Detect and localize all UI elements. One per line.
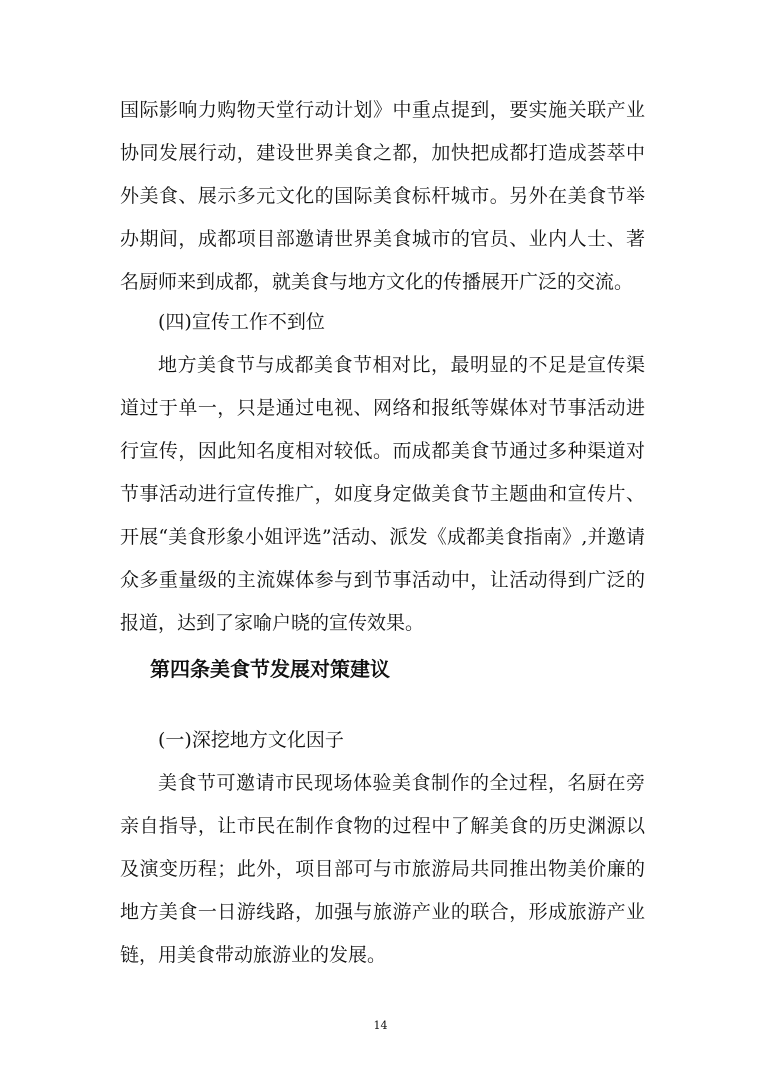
paragraph-line: 名厨师来到成都，就美食与地方文化的传播展开广泛的交流。 bbox=[120, 271, 634, 293]
paragraph-line: 地方美食一日游线路，加强与旅游产业的联合，形成旅游产业 bbox=[120, 901, 645, 923]
subheading-publicity-insufficient: (四)宣传工作不到位 bbox=[158, 311, 325, 333]
paragraph-line: 报道，达到了家喻户晓的宣传效果。 bbox=[120, 612, 425, 634]
paragraph-line: 链，用美食带动旅游业的发展。 bbox=[120, 944, 387, 966]
paragraph-line: 众多重量级的主流媒体参与到节事活动中，让活动得到广泛的 bbox=[120, 569, 645, 591]
paragraph-line: 国际影响力购物天堂行动计划》中重点提到，要实施关联产业 bbox=[120, 99, 645, 121]
paragraph-line: 办期间，成都项目部邀请世界美食城市的官员、业内人士、著 bbox=[120, 228, 645, 250]
subheading-local-culture: (一)深挖地方文化因子 bbox=[158, 729, 344, 751]
paragraph-line: 开展“美食形象小姐评选”活动、派发《成都美食指南》,并邀请 bbox=[120, 526, 645, 548]
paragraph-line: 亲自指导，让市民在制作食物的过程中了解美食的历史渊源以 bbox=[120, 815, 645, 837]
page-number: 14 bbox=[373, 1019, 388, 1032]
section-heading: 第四条美食节发展对策建议 bbox=[150, 657, 390, 681]
paragraph-line: 道过于单一，只是通过电视、网络和报纸等媒体对节事活动进 bbox=[120, 397, 645, 419]
paragraph-line: 及演变历程；此外，项目部可与市旅游局共同推出物美价廉的 bbox=[120, 858, 645, 880]
paragraph-line: 节事活动进行宣传推广，如度身定做美食节主题曲和宣传片、 bbox=[120, 483, 645, 505]
paragraph-line: 外美食、展示多元文化的国际美食标杆城市。另外在美食节举 bbox=[120, 185, 645, 207]
paragraph-line: 行宣传，因此知名度相对较低。而成都美食节通过多种渠道对 bbox=[120, 440, 645, 462]
paragraph-line: 美食节可邀请市民现场体验美食制作的全过程，名厨在旁 bbox=[158, 772, 645, 794]
paragraph-line: 地方美食节与成都美食节相对比，最明显的不足是宣传渠 bbox=[158, 354, 645, 376]
paragraph-line: 协同发展行动，建设世界美食之都，加快把成都打造成荟萃中 bbox=[120, 142, 645, 164]
